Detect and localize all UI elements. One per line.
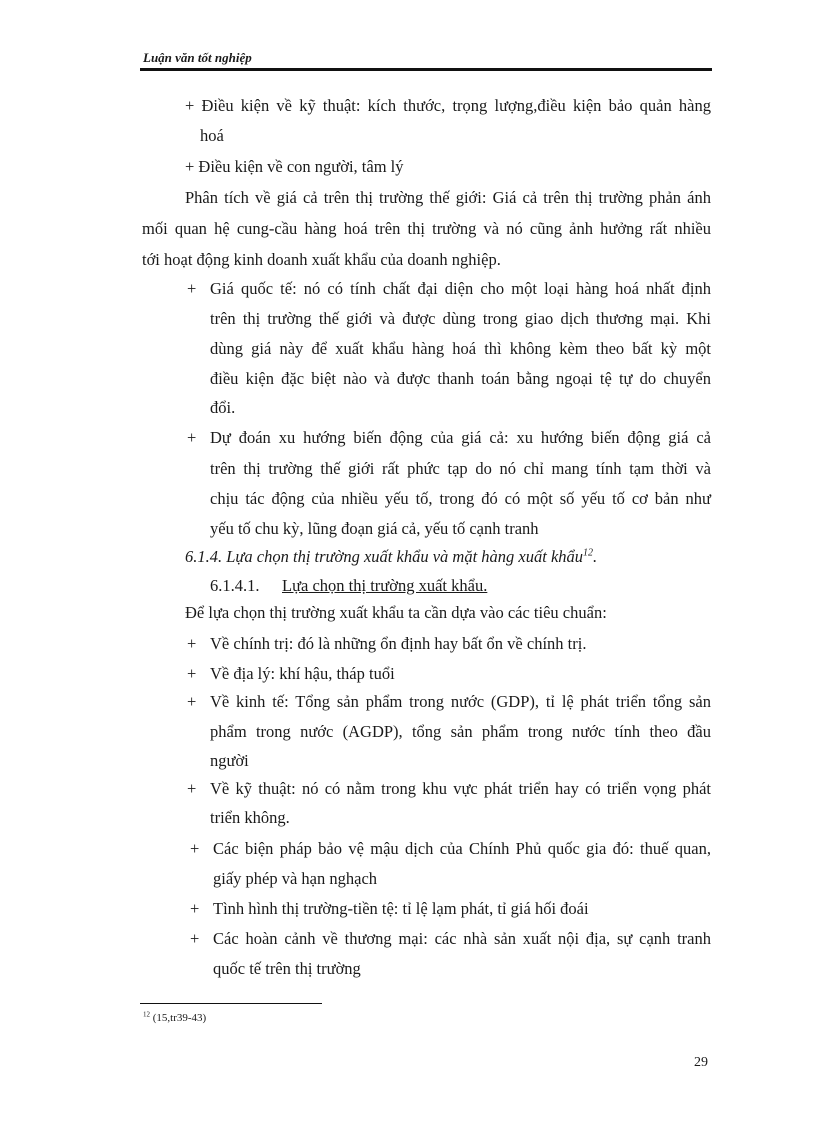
list-item-text: Về kinh tế: Tổng sản phẩm trong nước (GDP), tỉ lệ phát triển tổng sản xyxy=(210,692,711,711)
text-line: giấy phép và hạn nghạch xyxy=(213,869,378,888)
text-line: hoá xyxy=(200,126,224,145)
header-rule xyxy=(140,68,712,71)
text-line: triển không. xyxy=(210,808,290,827)
text-line: yếu tố chu kỳ, lũng đoạn giá cả, yếu tố cạnh tranh xyxy=(210,519,539,538)
text-line: chịu tác động của nhiều yếu tố, trong đó có một số yếu tố cơ bản như xyxy=(210,489,711,508)
text-line: Phân tích về giá cả trên thị trường thế giới: Giá cả trên thị trường phản ánh xyxy=(185,188,711,207)
list-item-text: Các hoàn cảnh về thương mại: các nhà sản xuất nội địa, sự cạnh tranh xyxy=(213,929,711,948)
text-line: trên thị trường thế giới rất phức tạp do nó chỉ mang tính tạm thời và xyxy=(210,459,711,478)
text-line: người xyxy=(210,751,249,770)
list-bullet: + xyxy=(187,664,197,683)
list-bullet: + xyxy=(190,929,200,948)
section-heading xyxy=(185,547,597,567)
page-number: 29 xyxy=(694,1055,708,1070)
list-bullet: + xyxy=(187,634,197,653)
list-item-text: Về kỹ thuật: nó có nằm trong khu vực phát triển hay có triển vọng phát xyxy=(210,779,711,798)
text-line: đổi. xyxy=(210,398,236,417)
list-item-text: Về địa lý: khí hậu, tháp tuổi xyxy=(210,664,395,683)
list-bullet: + xyxy=(187,692,197,711)
section-heading-end: . xyxy=(593,547,598,566)
text-line: quốc tế trên thị trường xyxy=(213,959,361,978)
footnote-separator xyxy=(140,1003,322,1004)
list-item-text: Các biện pháp bảo vệ mậu dịch của Chính Phủ quốc gia đó: thuế quan, xyxy=(213,839,711,858)
text-line: + Điều kiện về kỹ thuật: kích thước, trọng lượng,điều kiện bảo quản hàng xyxy=(185,96,711,115)
list-item-text: Dự đoán xu hướng biến động của giá cả: xu hướng biến động giá cả xyxy=(210,428,711,447)
running-header: Luận văn tốt nghiệp xyxy=(143,50,252,65)
list-bullet: + xyxy=(190,839,200,858)
list-item-text: Về chính trị: đó là những ổn định hay bất ổn về chính trị. xyxy=(210,634,587,653)
list-item-text: Giá quốc tế: nó có tính chất đại diện cho một loại hàng hoá nhất định xyxy=(210,279,711,298)
section-heading-text: 6.1.4. Lựa chọn thị trường xuất khẩu và mặt hàng xuất khẩu xyxy=(185,547,584,566)
text-line: dùng giá này để xuất khẩu hàng hoá thì không kèm theo bất kỳ một xyxy=(210,339,711,358)
text-line: trên thị trường thế giới và được dùng trong giao dịch thương mại. Khi xyxy=(210,309,711,328)
list-bullet: + xyxy=(187,428,197,447)
text-line: tới hoạt động kinh doanh xuất khẩu của doanh nghiệp. xyxy=(142,250,501,269)
list-bullet: + xyxy=(190,899,200,918)
text-line: điều kiện đặc biệt nào và được thanh toán bằng ngoại tệ tự do chuyển xyxy=(210,369,711,388)
footnote xyxy=(143,1012,206,1024)
footnote-number: 12 xyxy=(143,1010,150,1019)
list-bullet: + xyxy=(187,779,197,798)
text-line: Để lựa chọn thị trường xuất khẩu ta cần dựa vào các tiêu chuẩn: xyxy=(185,603,607,622)
list-item-text: Tình hình thị trường-tiền tệ: tỉ lệ lạm phát, tỉ giá hối đoái xyxy=(213,899,589,918)
footnote-text: (15,tr39-43) xyxy=(150,1012,207,1024)
text-line: + Điều kiện về con người, tâm lý xyxy=(185,157,404,176)
text-line: mối quan hệ cung-cầu hàng hoá trên thị trường và nó cũng ảnh hưởng rất nhiều xyxy=(142,219,711,238)
footnote-reference: 12 xyxy=(583,547,594,559)
subsection-number: 6.1.4.1. xyxy=(210,576,260,595)
text-line: phẩm trong nước (AGDP), tổng sản phẩm trong nước tính theo đầu xyxy=(210,722,711,741)
list-bullet: + xyxy=(187,279,197,298)
subsection-title: Lựa chọn thị trường xuất khẩu. xyxy=(282,576,488,595)
